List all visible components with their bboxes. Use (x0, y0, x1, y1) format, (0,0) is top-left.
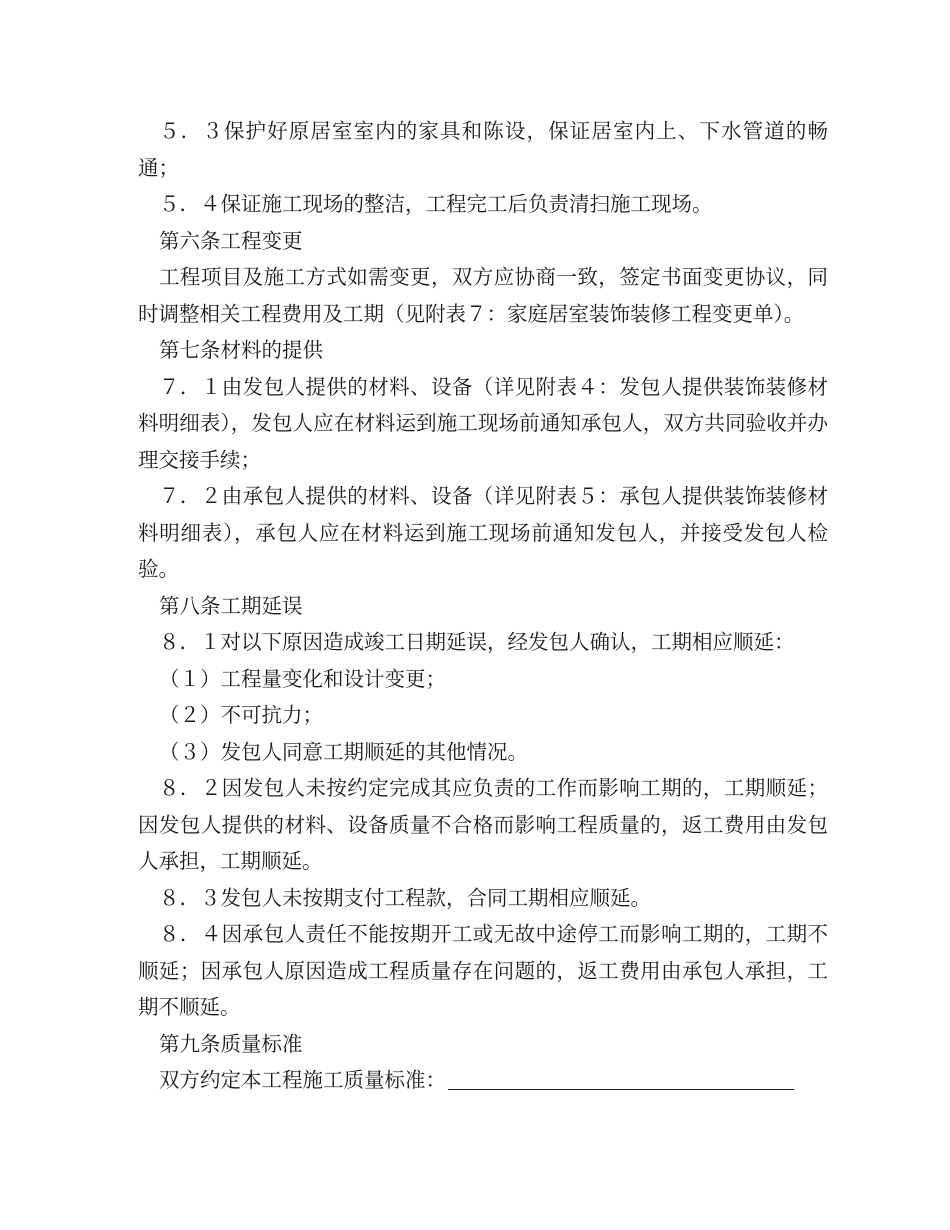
document-page (138, 113, 828, 1099)
article-8-heading: 第八条工期延误 (159, 593, 303, 618)
clause-7-1: ７．１由发包人提供的材料、设备（详见附表４：发包人提供装饰装修材料明细表），发包人应在材料运到施工现场前通知承包人，双方共同验收并办理交接手续； (138, 374, 828, 472)
article-7-heading: 第七条材料的提供 (159, 338, 323, 362)
clause-8-3: ８．３发包人未按期支付工程款，合同工期相应顺延。 (159, 885, 651, 910)
article-6-heading: 第六条工程变更 (159, 228, 303, 253)
clause-8-1-item-3: （３）发包人同意工期顺延的其他情况。 (159, 739, 528, 764)
clause-8-2: ８．２因发包人未按约定完成其应负责的工作而影响工期的，工期顺延；因发包人提供的材料、设备质量不合格而影响工程质量的，返工费用由发包人承担，工期顺延。 (138, 776, 828, 873)
clause-8-1: ８．１对以下原因造成竣工日期延误，经发包人确认，工期相应顺延： (159, 630, 795, 654)
article-6-body: 工程项目及施工方式如需变更，双方应协商一致，签定书面变更协议，同时调整相关工程费用及工期（见附表７：家庭居室装饰装修工程变更单）。 (138, 265, 828, 326)
clause-8-1-item-2: （２）不可抗力； (159, 703, 323, 727)
quality-standard-blank (448, 1089, 794, 1090)
article-9-heading: 第九条质量标准 (159, 1031, 303, 1056)
clause-7-2: ７．２由承包人提供的材料、设备（详见附表５：承包人提供装饰装修材料明细表），承包人应在材料运到施工现场前通知发包人，并接受发包人检验。 (138, 484, 828, 581)
clause-8-1-item-1: （１）工程量变化和设计变更； (159, 666, 446, 691)
article-9-body-line (138, 1062, 828, 1099)
article-9-body-label: 双方约定本工程施工质量标准： (159, 1068, 446, 1092)
clause-5-4: ５．４保证施工现场的整洁，工程完工后负责清扫施工现场。 (159, 192, 713, 216)
clause-5-3: ５．３保护好原居室室内的家具和陈设，保证居室内上、下水管道的畅通； (138, 119, 828, 180)
clause-8-4: ８．４因承包人责任不能按期开工或无故中途停工而影响工期的，工期不顺延；因承包人原因造成工程质量存在问题的，返工费用由承包人承担，工期不顺延。 (138, 922, 828, 1019)
